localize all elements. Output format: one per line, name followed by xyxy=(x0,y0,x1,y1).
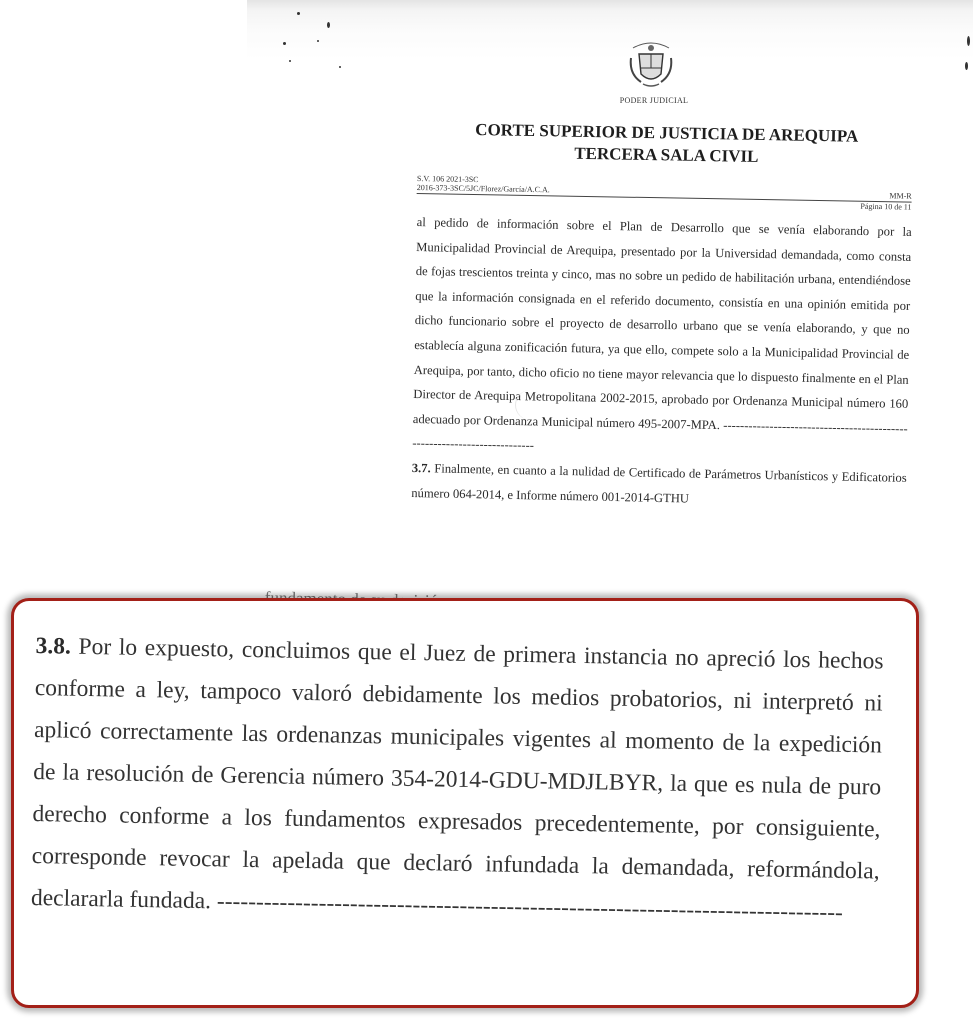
paragraph-3-7 xyxy=(411,456,907,515)
scan-speck xyxy=(297,12,300,15)
scan-speck xyxy=(317,40,319,42)
page-number: Página 10 de 11 xyxy=(860,201,912,212)
clerk-initials: MM-R xyxy=(889,191,912,201)
scan-speck xyxy=(965,62,968,70)
case-reference: S.V. 106 2021-3SC xyxy=(416,174,479,185)
scan-speck xyxy=(289,60,291,62)
body-text xyxy=(411,210,912,515)
continued-paragraph: al pedido de información sobre el Plan de Desarrollo que se venía elaborando por la Municipalidad Provincial de Arequipa, presentado por la Universidad demandada, como consta de fojas trescientos treinta y cinco, mas no sobre un pedido de habilitación urbana, entendiéndose que la información consignada en el referido documento, consistía en una opinión emitida por dicho funcionario sobre el proyecto de desarrollo urbano que se venía elaborando, y que no establecía alguna zonificación futura, ya que ello, compete solo a la Municipalidad Provincial de Arequipa, por tanto, dicho oficio no tiene mayor relevancia que lo dispuesto finalmente en el Plan Director de Arequipa Metropolitana 2002-2015, aprobado por Ordenanza Municipal número 160 adecuado por Ordenanza Municipal número 495-2007-MPA. ------------------------------------------------------------------------- xyxy=(412,214,912,453)
scanned-page xyxy=(247,0,973,620)
court-heading xyxy=(416,118,917,171)
court-name: CORTE SUPERIOR DE JUSTICIA DE AREQUIPA xyxy=(475,120,859,146)
scan-artifact xyxy=(515,390,546,420)
scan-speck xyxy=(339,66,341,68)
coat-of-arms-icon xyxy=(627,38,675,90)
dash-filler: -------------------------------------------------------------------------------- xyxy=(216,888,844,926)
dash-filler: ------------------------------------------------------------------------- xyxy=(412,417,908,453)
highlight-callout xyxy=(11,598,919,1008)
document-meta xyxy=(416,174,911,212)
file-reference: 2016-373-3SC/5JC/Florez/García/A.C.A. xyxy=(416,182,550,195)
paragraph-text: Por lo expuesto, concluimos que el Juez de primera instancia no apreció los hechos conforme a ley, tampoco valoró debidamente los medios probatorios, ni interpretó ni aplicó correctamente las ordenanzas municipales vigentes al momento de la expedición de la resolución de Gerencia número 354-2014-GDU-MDJLBYR, la que es nula de puro derecho conforme a los fundamentos expresados precedentemente, por consiguiente, corresponde revocar la apelada que declaró infundada la demandada, reformándola, declararla fundada. xyxy=(30,633,884,915)
chamber-name: TERCERA SALA CIVIL xyxy=(574,143,759,166)
seal-caption: PODER JUDICIAL xyxy=(619,96,689,105)
scan-speck xyxy=(967,36,970,46)
paragraph-number: 3.8. xyxy=(35,632,72,660)
zoomed-paragraph-3-8 xyxy=(31,625,884,934)
scan-speck xyxy=(283,42,286,45)
scan-speck xyxy=(327,22,330,28)
paragraph-text: Finalmente, en cuanto a la nulidad de Certificado de Parámetros Urbanísticos y Edificatorios número 064-2014, e Informe número 001-2014-GTHU xyxy=(411,461,907,506)
paragraph-number: 3.7. xyxy=(411,460,431,476)
